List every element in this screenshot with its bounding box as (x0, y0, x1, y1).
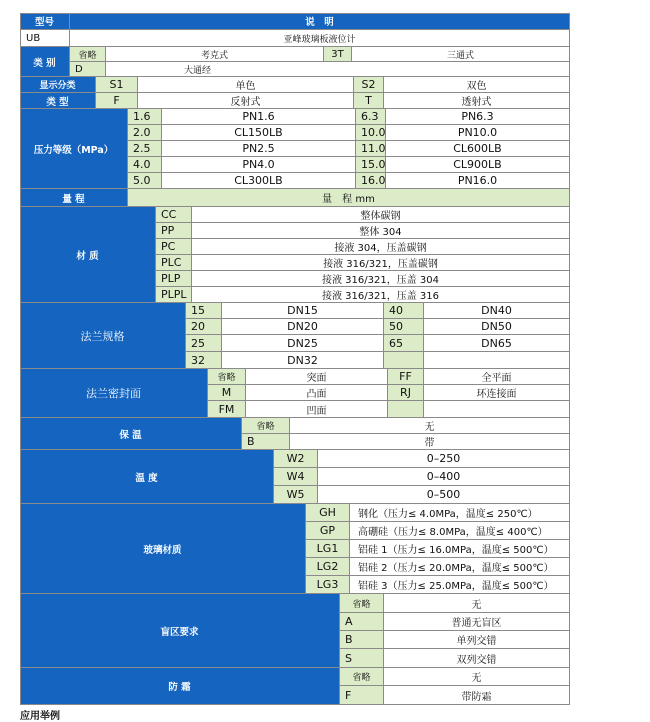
seal-code: 省略 (208, 369, 246, 385)
pressure-code: 11.0 (356, 141, 386, 157)
frost-desc: 无 (384, 668, 570, 686)
seal-code (388, 401, 424, 418)
flange-label: 法兰规格 (20, 303, 186, 369)
flange-code: 65 (384, 335, 424, 352)
range-label: 量 程 (20, 189, 128, 207)
type-f-desc: 反射式 (138, 93, 354, 109)
ub-desc: 亚峰玻璃板液位计 (70, 30, 570, 47)
flange-value: DN32 (222, 352, 384, 369)
pressure-value: CL300LB (162, 173, 356, 189)
ub-code: UB (20, 30, 70, 47)
flange-code: 25 (186, 335, 222, 352)
insulation-code: 省略 (242, 418, 290, 434)
category-label: 类 别 (20, 47, 70, 77)
material-desc: 接液 304，压盖碳钢 (192, 239, 570, 255)
frost-code: 省略 (340, 668, 384, 686)
flange-value: DN40 (424, 303, 570, 319)
category-omit-desc: 考克式 (106, 47, 324, 62)
display-s1-desc: 单色 (138, 77, 354, 93)
glass-code: LG3 (306, 576, 350, 594)
temperature-desc: 0–500 (318, 486, 570, 504)
pressure-value: PN16.0 (386, 173, 570, 189)
category-d-code: D (70, 62, 106, 77)
display-s2-code: S2 (354, 77, 384, 93)
seal-code: FM (208, 401, 246, 418)
blind-desc: 双列交错 (384, 649, 570, 668)
flange-code (384, 352, 424, 369)
seal-desc: 全平面 (424, 369, 570, 385)
pressure-value: CL900LB (386, 157, 570, 173)
pressure-code: 15.0 (356, 157, 386, 173)
glass-desc: 铝硅 3（压力≤ 25.0MPa，温度≤ 500℃） (350, 576, 570, 594)
pressure-value: PN1.6 (162, 109, 356, 125)
material-desc: 接液 316/321，压盖 316 (192, 287, 570, 303)
glass-desc: 钢化（压力≤ 4.0MPa，温度≤ 250℃） (350, 504, 570, 522)
flange-code: 32 (186, 352, 222, 369)
flange-code: 20 (186, 319, 222, 335)
glass-code: GP (306, 522, 350, 540)
glass-desc: 铝硅 1（压力≤ 16.0MPa，温度≤ 500℃） (350, 540, 570, 558)
category-d-desc: 大通经 (106, 62, 570, 77)
glass-desc: 高硼硅（压力≤ 8.0MPa，温度≤ 400℃） (350, 522, 570, 540)
flange-code: 15 (186, 303, 222, 319)
temperature-desc: 0–400 (318, 468, 570, 486)
pressure-value: CL150LB (162, 125, 356, 141)
flange-value: DN65 (424, 335, 570, 352)
insulation-code: B (242, 434, 290, 450)
blind-code: B (340, 631, 384, 649)
seal-desc: 凹面 (246, 401, 388, 418)
pressure-code: 4.0 (128, 157, 162, 173)
pressure-value: PN2.5 (162, 141, 356, 157)
insulation-desc: 无 (290, 418, 570, 434)
frost-desc: 带防霜 (384, 686, 570, 705)
type-t-code: T (354, 93, 384, 109)
glass-code: LG2 (306, 558, 350, 576)
pressure-code: 10.0 (356, 125, 386, 141)
pressure-code: 16.0 (356, 173, 386, 189)
pressure-code: 5.0 (128, 173, 162, 189)
material-code: PP (156, 223, 192, 239)
type-label: 类 型 (20, 93, 96, 109)
header-desc: 说 明 (70, 13, 570, 30)
material-desc: 接液 316/321，压盖碳钢 (192, 255, 570, 271)
category-omit-code: 省略 (70, 47, 106, 62)
blind-code: S (340, 649, 384, 668)
glass-code: GH (306, 504, 350, 522)
pressure-code: 2.5 (128, 141, 162, 157)
frost-code: F (340, 686, 384, 705)
range-desc: 量 程 mm (128, 189, 570, 207)
display-label: 显示分类 (20, 77, 96, 93)
temperature-code: W4 (274, 468, 318, 486)
material-desc: 接液 316/321，压盖 304 (192, 271, 570, 287)
blind-code: 省略 (340, 594, 384, 613)
material-desc: 整体碳钢 (192, 207, 570, 223)
type-t-desc: 透射式 (384, 93, 570, 109)
material-code: PLPL (156, 287, 192, 303)
seal-desc: 突面 (246, 369, 388, 385)
pressure-value: PN4.0 (162, 157, 356, 173)
blind-label: 盲区要求 (20, 594, 340, 668)
pressure-code: 2.0 (128, 125, 162, 141)
flange-value: DN25 (222, 335, 384, 352)
insulation-desc: 带 (290, 434, 570, 450)
seal-desc (424, 401, 570, 418)
category-3t-desc: 三通式 (352, 47, 570, 62)
material-code: CC (156, 207, 192, 223)
glass-desc: 铝硅 2（压力≤ 20.0MPa，温度≤ 500℃） (350, 558, 570, 576)
blind-desc: 普通无盲区 (384, 613, 570, 631)
glass-code: LG1 (306, 540, 350, 558)
pressure-code: 1.6 (128, 109, 162, 125)
temperature-label: 温 度 (20, 450, 274, 504)
seal-code: RJ (388, 385, 424, 401)
pressure-label: 压力等级（MPa） (20, 109, 128, 189)
seal-code: FF (388, 369, 424, 385)
pressure-value: CL600LB (386, 141, 570, 157)
temperature-desc: 0–250 (318, 450, 570, 468)
material-code: PLC (156, 255, 192, 271)
temperature-code: W2 (274, 450, 318, 468)
seal-label: 法兰密封面 (20, 369, 208, 418)
flange-code: 40 (384, 303, 424, 319)
display-s2-desc: 双色 (384, 77, 570, 93)
flange-value (424, 352, 570, 369)
material-label: 材 质 (20, 207, 156, 303)
pressure-value: PN6.3 (386, 109, 570, 125)
blind-code: A (340, 613, 384, 631)
temperature-code: W5 (274, 486, 318, 504)
display-s1-code: S1 (96, 77, 138, 93)
glass-label: 玻璃材质 (20, 504, 306, 594)
material-desc: 整体 304 (192, 223, 570, 239)
frost-label: 防 霜 (20, 668, 340, 705)
blind-desc: 无 (384, 594, 570, 613)
type-f-code: F (96, 93, 138, 109)
flange-code: 50 (384, 319, 424, 335)
pressure-value: PN10.0 (386, 125, 570, 141)
header-model: 型号 (20, 13, 70, 30)
seal-desc: 环连接面 (424, 385, 570, 401)
flange-value: DN15 (222, 303, 384, 319)
material-code: PC (156, 239, 192, 255)
flange-value: DN50 (424, 319, 570, 335)
seal-code: M (208, 385, 246, 401)
seal-desc: 凸面 (246, 385, 388, 401)
insulation-label: 保 温 (20, 418, 242, 450)
blind-desc: 单列交错 (384, 631, 570, 649)
pressure-code: 6.3 (356, 109, 386, 125)
category-3t-code: 3T (324, 47, 352, 62)
flange-value: DN20 (222, 319, 384, 335)
example-caption: 应用举例 (20, 711, 60, 722)
material-code: PLP (156, 271, 192, 287)
